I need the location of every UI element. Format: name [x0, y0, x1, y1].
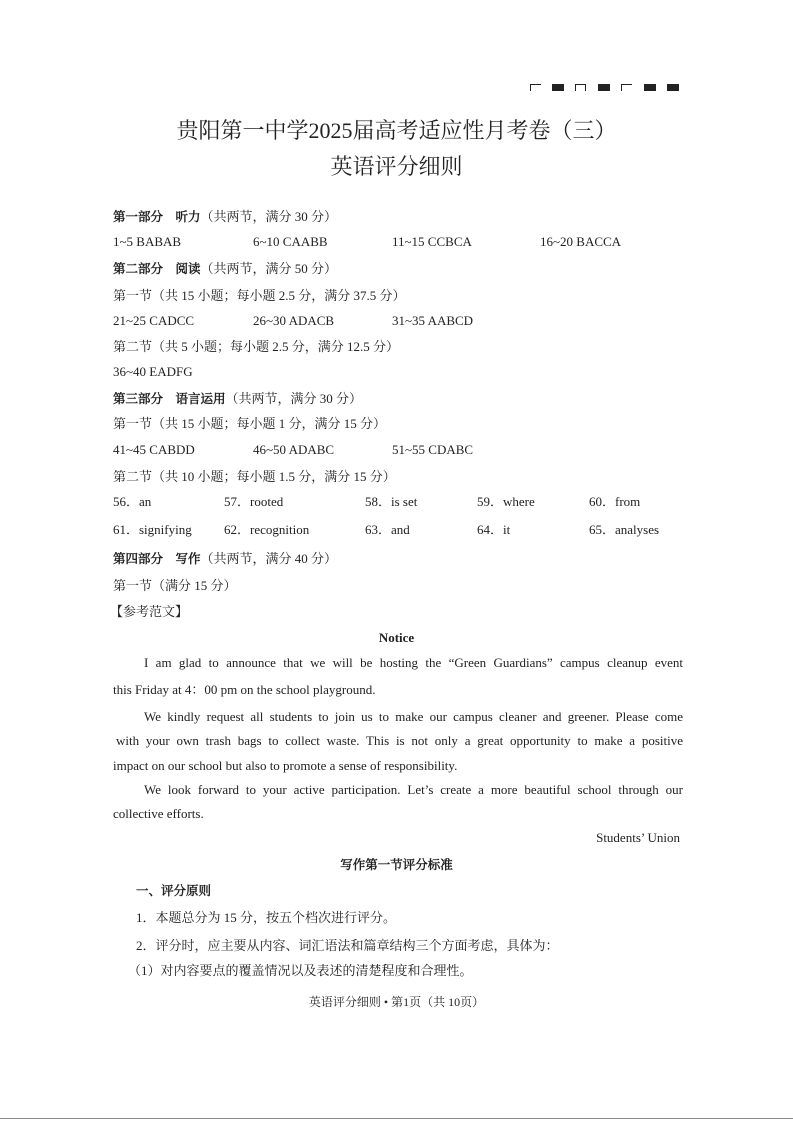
answer: 65．analyses — [589, 522, 660, 537]
mark-filled — [667, 84, 679, 91]
answer: 6~10 CAABB — [253, 234, 328, 249]
answer: 16~20 BACCA — [540, 234, 622, 249]
paragraph-line: impact on our school but also to promote a sense of responsibility. — [113, 758, 458, 773]
answer: 57．rooted — [224, 494, 284, 509]
part1-title: 第一部分 听力 — [113, 209, 201, 224]
answer: 46~50 ADABC — [253, 442, 335, 457]
section-heading: 第二节（共 5 小题；每小题 2.5 分，满分 12.5 分） — [113, 339, 400, 354]
paragraph-line: We look forward to your active participation. Let’s create a more beautiful school through our — [144, 782, 683, 797]
paragraph-line: with your own trash bags to collect waste. This is not only a great opportunity to make a positive — [116, 733, 683, 748]
answer: 62．recognition — [224, 522, 310, 537]
answer: 1~5 BABAB — [113, 234, 182, 249]
part4-title: 第四部分 写作 — [113, 551, 201, 566]
part3-heading — [113, 391, 362, 407]
answer: 11~15 CCBCA — [392, 234, 472, 249]
page-footer: 英语评分细则 • 第1页（共 10页） — [308, 995, 485, 1009]
criteria-title: 写作第一节评分标准 — [340, 857, 453, 872]
section-heading: 第一节（满分 15 分） — [113, 578, 237, 593]
answer: 64．it — [477, 522, 511, 537]
answer: 41~45 CABDD — [113, 442, 195, 457]
part1-heading — [113, 209, 337, 225]
answer: 58．is set — [365, 494, 418, 509]
paragraph-line: I am glad to announce that we will be hosting the “Green Guardians” campus cleanup event — [144, 655, 683, 670]
principles-heading: 一、评分原则 — [136, 883, 212, 898]
section-heading: 第二节（共 10 小题；每小题 1.5 分，满分 15 分） — [113, 469, 396, 484]
part3-title: 第三部分 语言运用 — [113, 391, 226, 406]
page-bottom-edge — [0, 1118, 793, 1119]
answer: 56．an — [113, 494, 152, 509]
principle-item: 1．本题总分为 15 分，按五个档次进行评分。 — [136, 910, 397, 925]
part1-note: （共两节，满分 30 分） — [200, 209, 338, 224]
paragraph-line: this Friday at 4：00 pm on the school playground. — [113, 682, 376, 697]
part3-note: （共两节，满分 30 分） — [225, 391, 363, 406]
page-title: 贵阳第一中学2025届高考适应性月考卷（三） — [176, 118, 617, 143]
sample-label: 【参考范文】 — [110, 604, 189, 619]
principle-item: （1）对内容要点的覆盖情况以及表述的清楚程度和合理性。 — [128, 963, 473, 978]
answer: 31~35 AABCD — [392, 313, 474, 328]
signature: Students’ Union — [596, 830, 680, 845]
answer: 26~30 ADACB — [253, 313, 335, 328]
answer: 60．from — [589, 494, 641, 509]
mark-filled — [598, 84, 610, 91]
answer: 51~55 CDABC — [392, 442, 474, 457]
mark-open — [621, 84, 632, 91]
notice-title: Notice — [378, 630, 415, 645]
mark-filled — [644, 84, 656, 91]
paragraph-line: We kindly request all students to join us to make our campus cleaner and greener. Please come — [144, 709, 683, 724]
answer: 36~40 EADFG — [113, 364, 193, 379]
paragraph-line: collective efforts. — [113, 806, 204, 821]
answer: 21~25 CADCC — [113, 313, 195, 328]
part4-heading — [113, 551, 337, 567]
part2-title: 第二部分 阅读 — [113, 261, 201, 276]
part2-note: （共两节，满分 50 分） — [200, 261, 338, 276]
section-heading: 第一节（共 15 小题；每小题 2.5 分，满分 37.5 分） — [113, 288, 406, 303]
answer: 63．and — [365, 522, 410, 537]
mark-open — [530, 84, 541, 91]
mark-filled — [552, 84, 564, 91]
page-subtitle: 英语评分细则 — [330, 154, 463, 179]
principle-item: 2．评分时，应主要从内容、词汇语法和篇章结构三个方面考虑，具体为： — [136, 938, 559, 953]
answer: 61．signifying — [113, 522, 192, 537]
part2-heading — [113, 261, 337, 277]
mark-open — [575, 84, 586, 91]
section-heading: 第一节（共 15 小题；每小题 1 分，满分 15 分） — [113, 416, 387, 431]
answer: 59．where — [477, 494, 535, 509]
part4-note: （共两节，满分 40 分） — [200, 551, 338, 566]
